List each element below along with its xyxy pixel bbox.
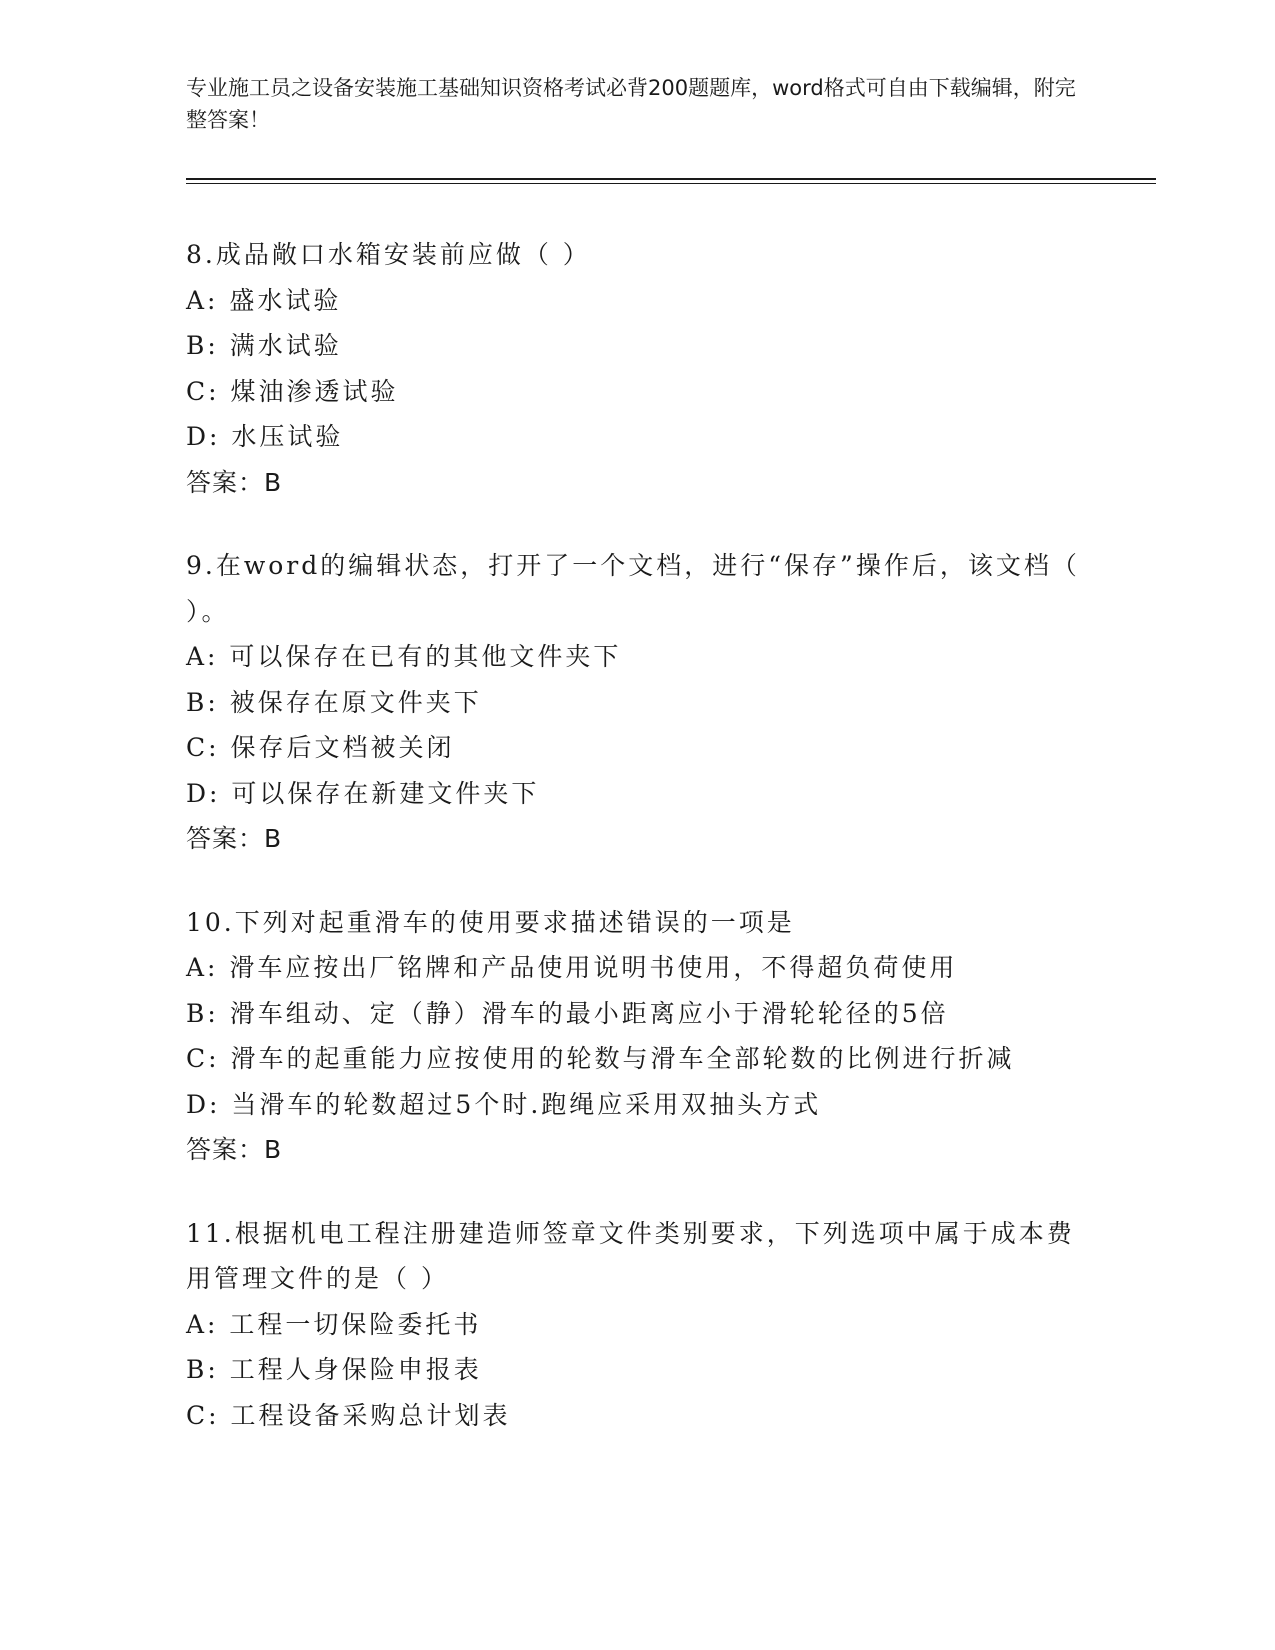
option-d: D: 水压试验 (186, 422, 344, 451)
answer-line: 答案：B (186, 824, 283, 853)
question-11 (186, 1211, 1086, 1439)
answer-line: 答案：B (186, 467, 283, 497)
question-text: 8.成品敞口水箱安装前应做（ ） (186, 240, 591, 269)
option-c: C: 滑车的起重能力应按使用的轮数与滑车全部轮数的比例进行折减 (186, 1044, 1015, 1073)
header-divider (186, 178, 1156, 180)
header-divider-thin (186, 183, 1156, 184)
option-b: B: 满水试验 (186, 331, 342, 360)
question-list (186, 232, 1086, 1476)
option-a: A: 工程一切保险委托书 (186, 1309, 482, 1339)
option-b: B: 工程人身保险申报表 (186, 1355, 482, 1384)
option-b: B: 滑车组动、定（静）滑车的最小距离应小于滑轮轮径的5倍 (186, 998, 949, 1028)
page-header: 专业施工员之设备安装施工基础知识资格考试必背200题题库，word格式可自由下载编辑，附完整答案！ (186, 76, 1076, 132)
option-c: C: 煤油渗透试验 (186, 376, 399, 406)
option-d: D: 当滑车的轮数超过5个时.跑绳应采用双抽头方式 (186, 1089, 822, 1119)
option-a: A: 盛水试验 (186, 285, 342, 315)
option-c: C: 工程设备采购总计划表 (186, 1400, 511, 1430)
answer-line: 答案：B (186, 1135, 283, 1164)
option-a: A: 可以保存在已有的其他文件夹下 (186, 642, 622, 671)
option-a: A: 滑车应按出厂铭牌和产品使用说明书使用，不得超负荷使用 (186, 953, 958, 982)
option-c: C: 保存后文档被关闭 (186, 733, 455, 762)
option-b: B: 被保存在原文件夹下 (186, 687, 482, 717)
question-text: 9.在word的编辑状态，打开了一个文档，进行“保存”操作后，该文档（ ）。 (186, 551, 1080, 626)
question-text: 11.根据机电工程注册建造师签章文件类别要求，下列选项中属于成本费用管理文件的是（ ） (186, 1218, 1075, 1293)
question-text: 10.下列对起重滑车的使用要求描述错误的一项是 (186, 907, 795, 937)
question-8 (186, 232, 1086, 505)
question-10 (186, 900, 1086, 1173)
option-d: D: 可以保存在新建文件夹下 (186, 778, 540, 808)
question-9 (186, 543, 1086, 862)
